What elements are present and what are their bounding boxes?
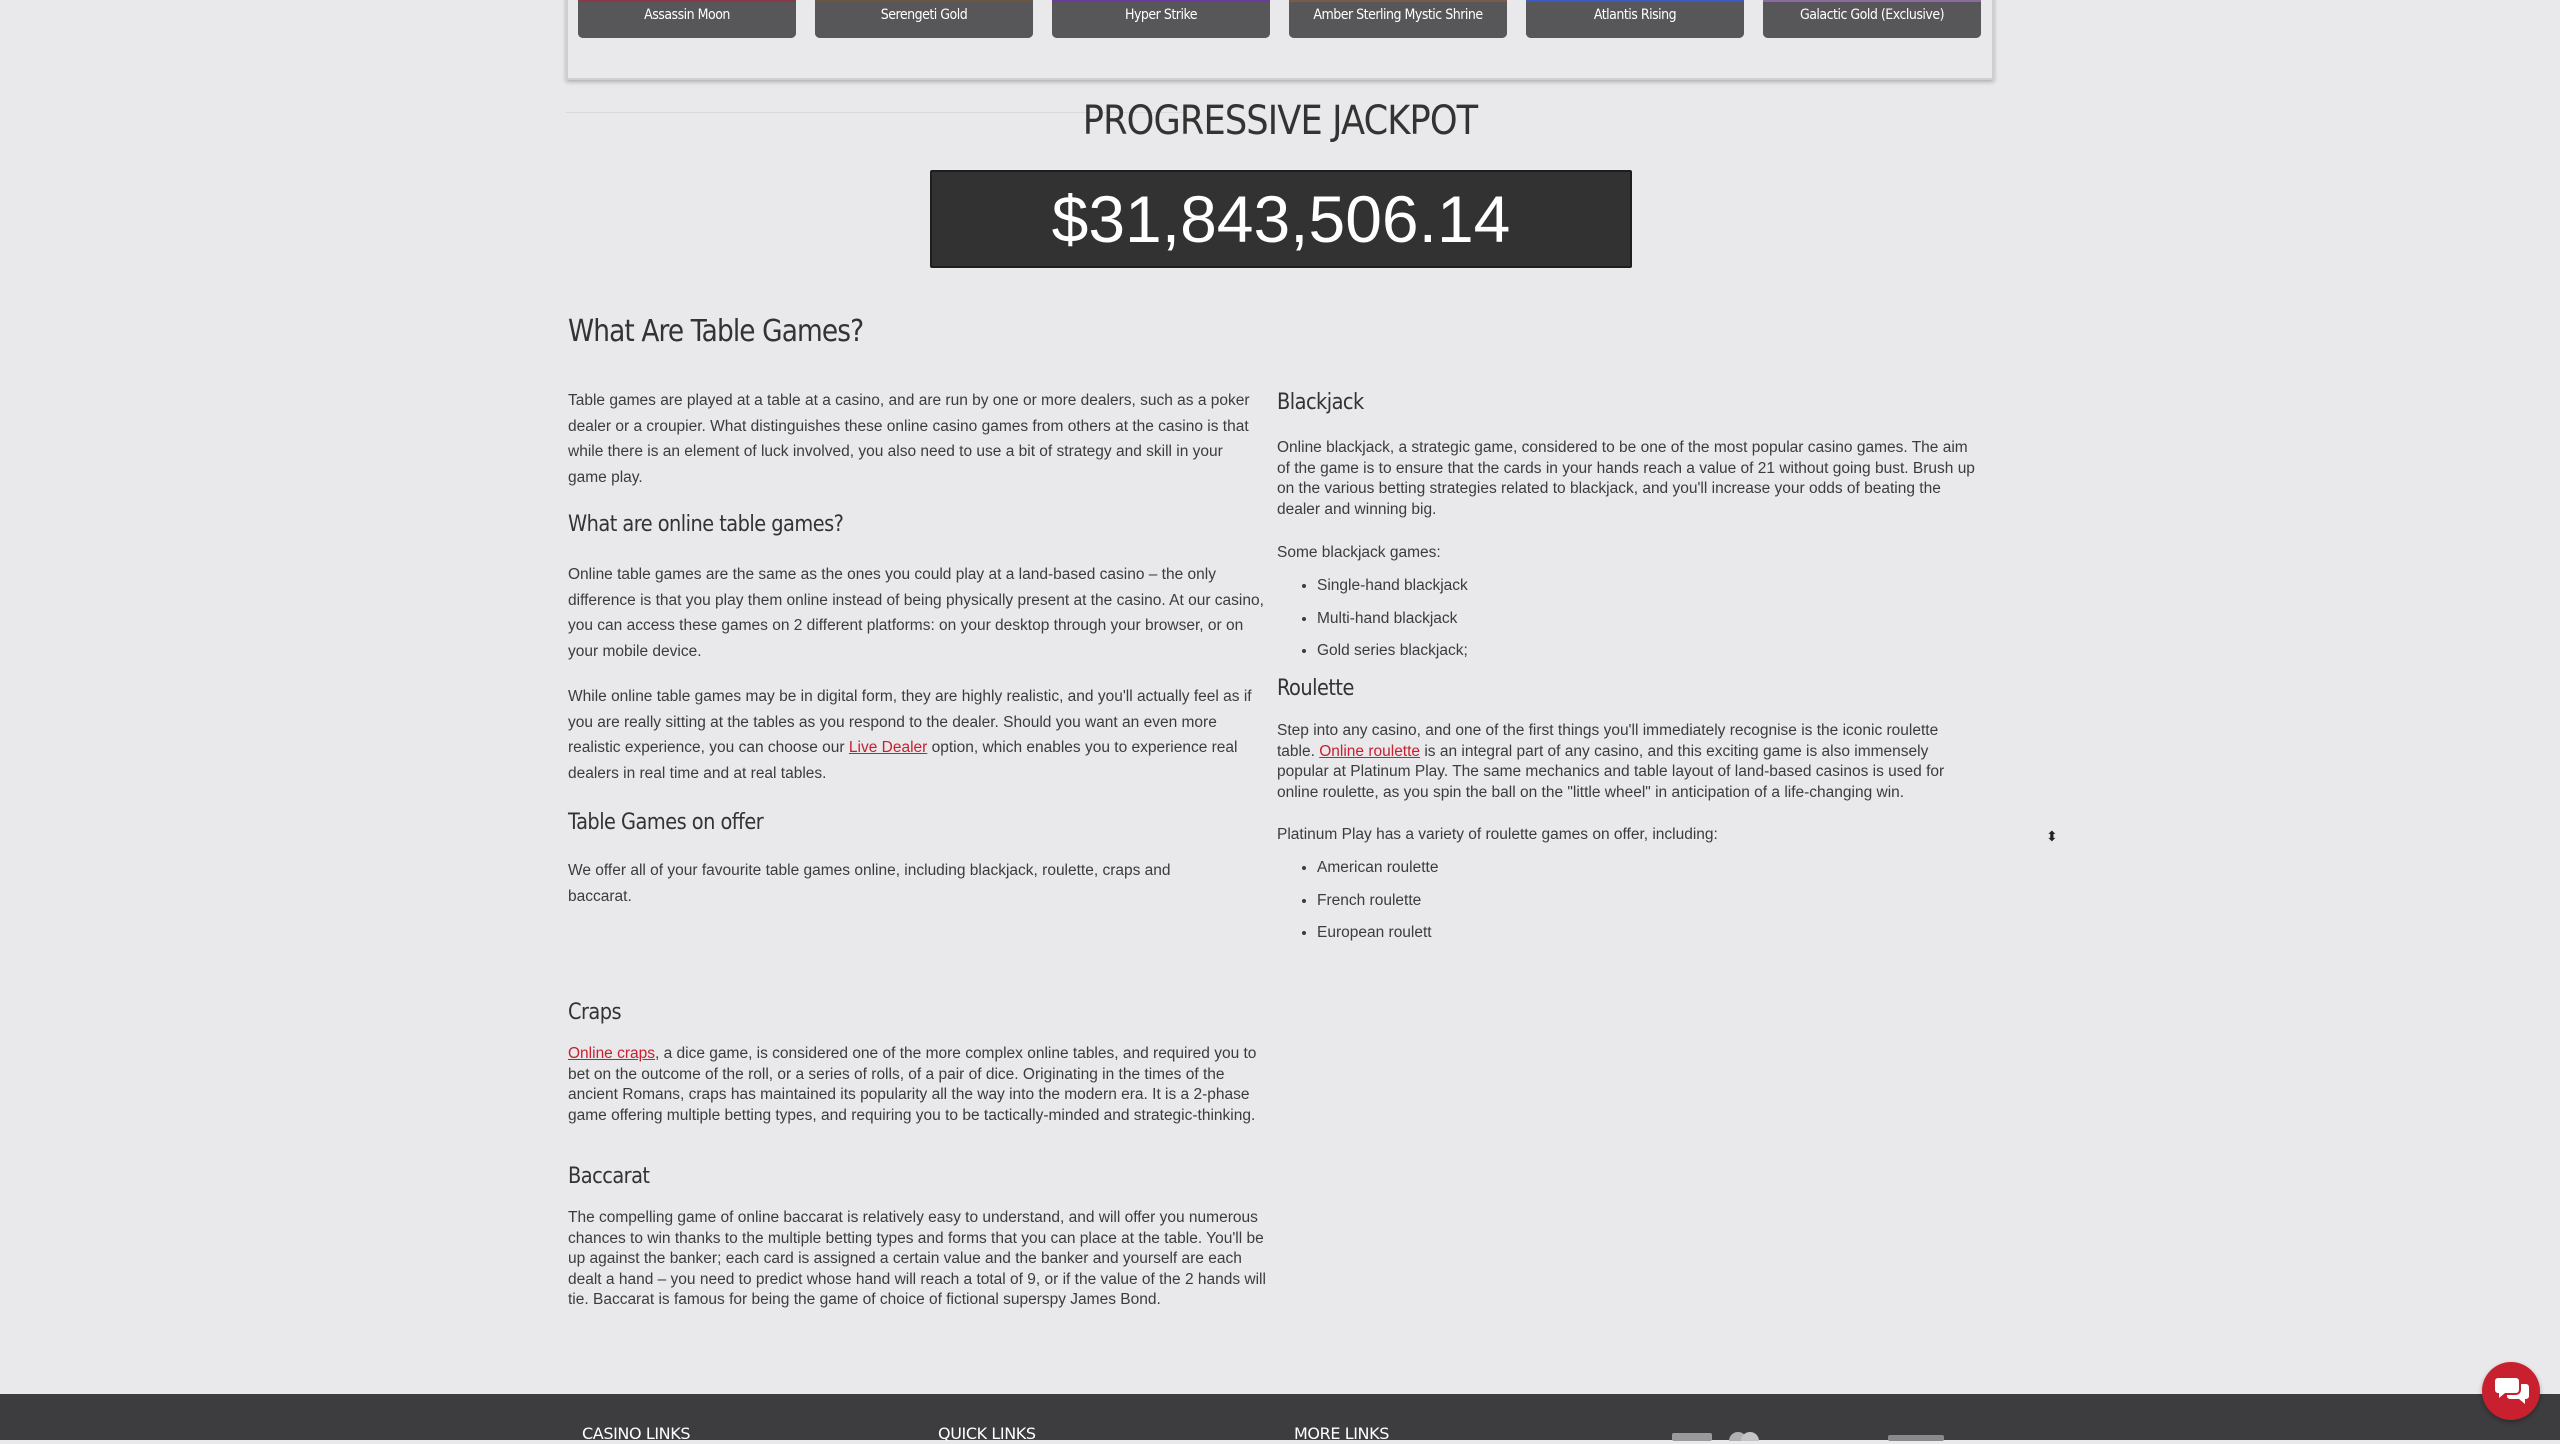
intro-paragraph: Table games are played at a table at a casino, and are run by one or more dealers, such as a poker dealer or a croupier. What distinguishes these online casino games from others at the casino is that while there is an element of luck involved, you also need to use a bit of strategy and skill in your game play. xyxy=(568,392,1250,486)
baccarat-heading: Baccarat xyxy=(568,1164,650,1189)
list-item: • French roulette xyxy=(1317,890,1438,923)
blackjack-list-intro: Some blackjack games: xyxy=(1277,544,1441,561)
online-paragraph-1: Online table games are the same as the ones you could play at a land-based casino – the only difference is that you play them online instead of being physically present at the casino. At our casino, you can access these games on 2 different platforms: on your desktop through your browser, or on your mobile device. xyxy=(568,566,1264,660)
baccarat-paragraph: The compelling game of online baccarat is relatively easy to understand, and will offer you numerous chances to win thanks to the multiple betting types and forms that you can place at the table. You'll be up against the banker; each card is assigned a certain value and the banker and yourself are each dealt a hand – you need to predict whose hand will reach a total of 9, or if the value of the 2 hands will tie. Baccarat is famous for being the game of choice of fictional superspy James Bond. xyxy=(568,1209,1266,1309)
game-title: Galactic Gold (Exclusive) xyxy=(1763,2,1981,38)
online-p2-text-a: While online table games may be in digital form, they are highly realistic, and you'll actually feel as if you are really sitting at the tables as you respond to the dealer. Should you want an even more realistic experience, you can choose our xyxy=(568,688,1252,756)
footer-casino-links-heading: CASINO LINKS xyxy=(582,1424,691,1443)
online-paragraph-2 xyxy=(568,684,1268,786)
footer-more-links-heading: MORE LINKS xyxy=(1294,1424,1389,1443)
scroll-indicator-icon[interactable]: ⬍ xyxy=(2046,828,2058,844)
game-title: Atlantis Rising xyxy=(1526,2,1744,38)
roulette-text-a: Step into any casino, and one of the first things you'll immediately recognise is the iconic roulette table. xyxy=(1277,722,1939,760)
online-table-games-heading: What are online table games? xyxy=(568,512,844,537)
craps-text: , a dice game, is considered one of the more complex online tables, and required you to bet on the outcome of the roll, or a series of rolls, of a pair of dice. Originating in the times of the ancient Romans, craps has maintained its popularity all the way into the modern era. It is a 2-phase game offering multiple betting types, and requiring you to be tactically-minded and strategic-thinking. xyxy=(568,1045,1257,1124)
page-title: What Are Table Games? xyxy=(568,314,864,349)
roulette-list-intro: Platinum Play has a variety of roulette games on offer, including: xyxy=(1277,826,1718,843)
list-item: • American roulette xyxy=(1317,857,1438,890)
chat-bubble-icon xyxy=(2494,1376,2530,1406)
roulette-paragraph xyxy=(1277,721,1975,803)
online-p2-text-b: option, which enables you to experience real dealers in real time and at real tables. xyxy=(568,739,1238,782)
live-dealer-link[interactable]: Live Dealer xyxy=(848,739,928,756)
payment-provider-icon xyxy=(1888,1430,1948,1444)
game-tile-hyper-strike[interactable] xyxy=(1052,0,1270,38)
jackpot-title: PROGRESSIVE JACKPOT xyxy=(1082,98,1478,144)
list-item: • Gold series blackjack; xyxy=(1317,640,1468,673)
roulette-games-list xyxy=(1277,857,1438,955)
list-item: • Multi-hand blackjack xyxy=(1317,608,1468,641)
jackpot-amount: $31,843,506.14 xyxy=(930,170,1632,268)
game-tile-assassin-moon[interactable] xyxy=(578,0,796,38)
offer-paragraph: We offer all of your favourite table games online, including blackjack, roulette, craps and baccarat. xyxy=(568,862,1171,905)
visa-icon xyxy=(1672,1430,1714,1444)
online-craps-link[interactable]: Online craps xyxy=(568,1045,656,1062)
game-tile-amber-sterling[interactable] xyxy=(1289,0,1507,38)
game-title: Hyper Strike xyxy=(1052,2,1270,38)
craps-paragraph xyxy=(568,1044,1268,1126)
mastercard-icon xyxy=(1724,1430,1764,1444)
roulette-heading: Roulette xyxy=(1277,676,1354,701)
blackjack-games-list xyxy=(1277,575,1468,673)
games-carousel xyxy=(566,0,1994,80)
craps-heading: Craps xyxy=(568,1000,622,1025)
blackjack-heading: Blackjack xyxy=(1277,390,1364,415)
game-tile-galactic-gold[interactable] xyxy=(1763,0,1981,38)
game-title: Serengeti Gold xyxy=(815,2,1033,38)
footer xyxy=(0,1394,2560,1443)
table-games-offer-heading: Table Games on offer xyxy=(568,810,764,835)
blackjack-paragraph: Online blackjack, a strategic game, considered to be one of the most popular casino games. The aim of the game is to ensure that the cards in your hands reach a value of 21 without going bust. Brush up on the various betting strategies related to blackjack, and you'll increase your odds of beating the dealer and winning big. xyxy=(1277,439,1975,518)
list-item: • European roulett xyxy=(1317,922,1438,955)
game-title: Assassin Moon xyxy=(578,2,796,38)
live-chat-button[interactable] xyxy=(2482,1362,2540,1420)
roulette-text-b: is an integral part of any casino, and this exciting game is also immensely popular at Platinum Play. The same mechanics and table layout of land-based casinos is used for online roulette, as you spin the ball on the "little wheel" in anticipation of a life-changing win. xyxy=(1277,742,1945,801)
game-title: Amber Sterling Mystic Shrine xyxy=(1289,2,1507,38)
online-roulette-link[interactable]: Online roulette xyxy=(1319,742,1421,760)
list-item: • Single-hand blackjack xyxy=(1317,575,1468,608)
game-tile-serengeti-gold[interactable] xyxy=(815,0,1033,38)
footer-quick-links-heading: QUICK LINKS xyxy=(938,1424,1036,1443)
game-tile-atlantis-rising[interactable] xyxy=(1526,0,1744,38)
